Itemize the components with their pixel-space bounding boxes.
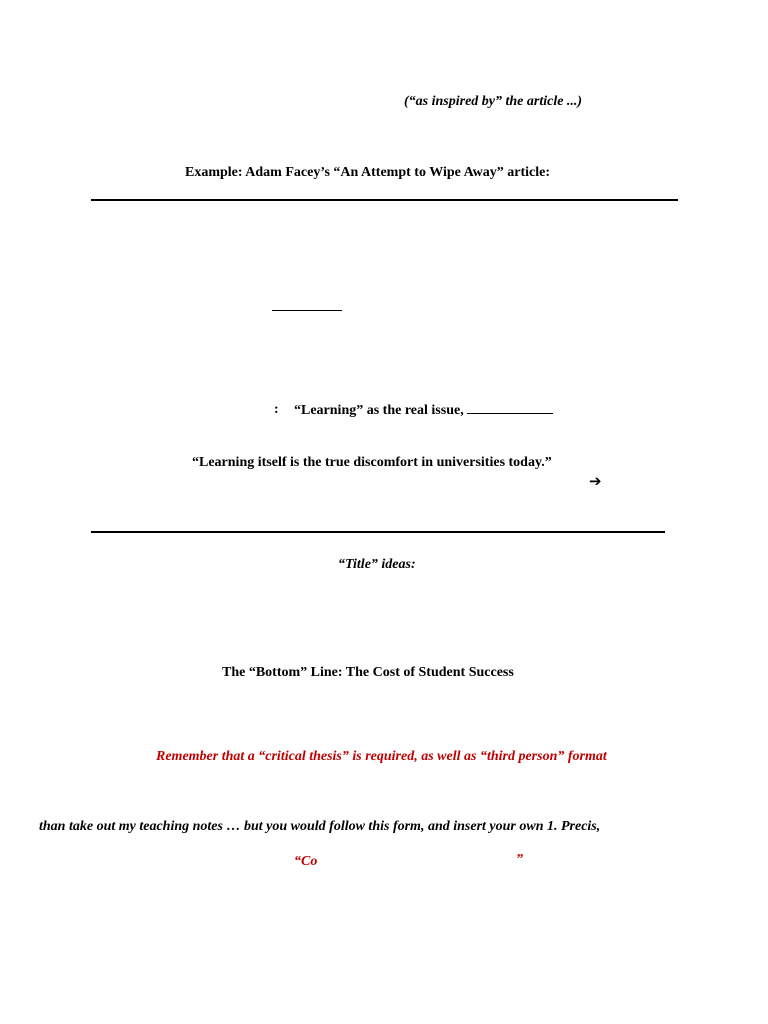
top-divider (91, 199, 678, 201)
instructions-line: than take out my teaching notes … but you would follow this form, and insert your own 1. Precis, (39, 819, 601, 834)
thesis-text: “Learning” as the real issue, (294, 403, 464, 418)
inspired-by-note: (“as inspired by” the article ...) (404, 94, 583, 109)
example-heading: Example: Adam Facey’s “An Attempt to Wipe Away” article: (185, 165, 550, 180)
short-underline (272, 310, 342, 311)
title-example: The “Bottom” Line: The Cost of Student Success (222, 665, 514, 680)
quote-line: “Learning itself is the true discomfort in universities today.” (192, 455, 552, 470)
title-ideas-heading: “Title” ideas: (338, 557, 416, 572)
thesis-colon: : (274, 402, 279, 417)
thesis-row (294, 401, 553, 420)
thesis-blank (467, 401, 553, 414)
right-arrow-icon: ➔ (589, 472, 602, 490)
fragment-close-quote: ” (516, 852, 523, 867)
middle-divider (91, 531, 665, 533)
fragment-open-quote: “Co (294, 854, 318, 869)
critical-thesis-reminder: Remember that a “critical thesis” is required, as well as “third person” format (156, 749, 607, 764)
